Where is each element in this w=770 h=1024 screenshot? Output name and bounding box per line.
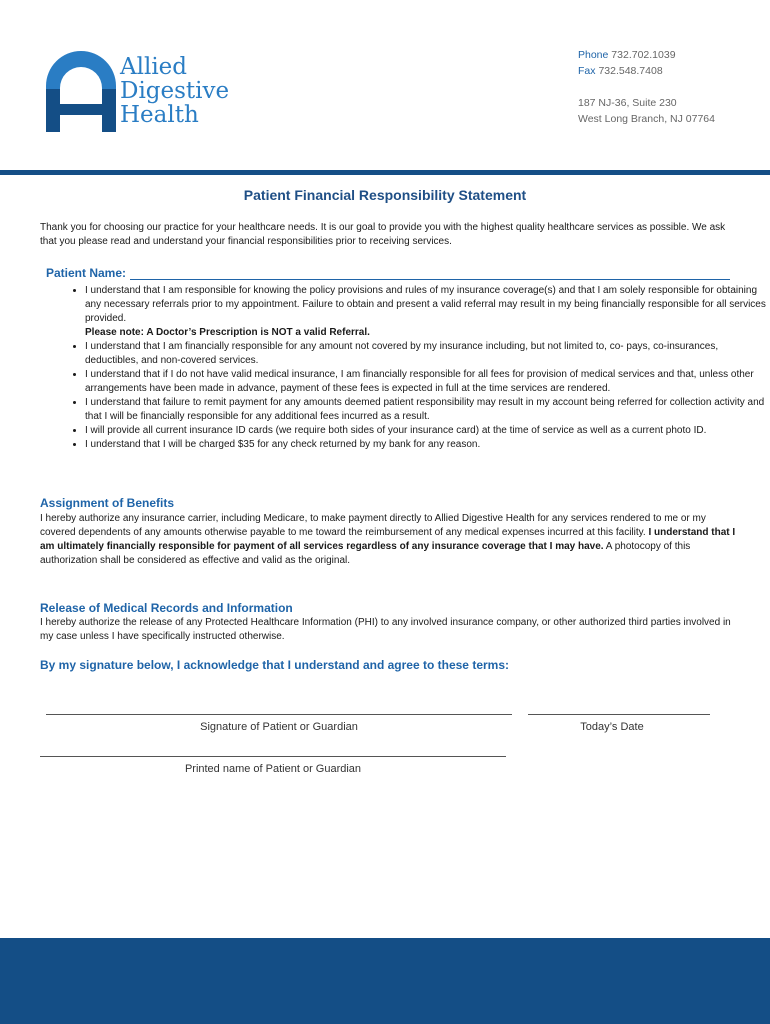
list-item: • I understand that I am financially responsible for any amount not covered by my insurance including, but not limited to, co- pays, co-insurances, deductibles, and non-covered services. xyxy=(85,340,769,368)
contact-block xyxy=(578,47,715,127)
patient-name-label: Patient Name: xyxy=(46,266,127,280)
intro-paragraph: Thank you for choosing our practice for your healthcare needs. It is our goal to provide you with the highest quality healthcare services as possible. We ask that you please read and understand your financial responsibilities prior to receiving services. xyxy=(40,222,726,247)
address-line-2: West Long Branch, NJ 07764 xyxy=(578,113,715,125)
assignment-bold-text: I understand that I am ultimately financially responsible for payment of all services regardless of any insurance coverage that I may have. xyxy=(40,527,736,552)
date-line[interactable] xyxy=(528,714,710,715)
release-paragraph: I hereby authorize the release of any Protected Healthcare Information (PHI) to any involved insurance company, or other authorized third parties involved in my case unless I have specifically instructed otherwise. xyxy=(40,617,731,642)
logo-line-1: Allied xyxy=(120,54,188,80)
release-heading: Release of Medical Records and Information xyxy=(40,601,293,615)
list-item xyxy=(85,284,769,340)
fax-label: Fax xyxy=(578,65,596,77)
list-item: • I understand that if I do not have valid medical insurance, I am financially responsible for all fees for provision of medical services and that, unless other arrangements have been made in advance, payment of these fees is expected in full at the time services are rendered. xyxy=(85,368,769,396)
list-item-text: I understand that I am responsible for knowing the policy provisions and rules of my insurance coverage(s) and that I am solely responsible for obtaining any necessary referrals prior to my appointment. Failure to obtain and present a valid referral may result in my being financially responsible for all services provided. xyxy=(85,285,766,324)
footer-bar xyxy=(0,938,770,1024)
phone-number: 732.702.1039 xyxy=(611,49,676,61)
acknowledgement-text: By my signature below, I acknowledge that I understand and agree to these terms: xyxy=(40,658,509,672)
phone-label: Phone xyxy=(578,49,609,61)
phone-row xyxy=(578,47,715,63)
header-divider xyxy=(0,170,770,175)
referral-note: Please note: A Doctor’s Prescription is NOT a valid Referral. xyxy=(85,327,370,338)
fax-row xyxy=(578,63,715,79)
signature-line[interactable] xyxy=(46,714,512,715)
address-line-1: 187 NJ-36, Suite 230 xyxy=(578,97,677,109)
assignment-heading: Assignment of Benefits xyxy=(40,496,175,510)
page-title: Patient Financial Responsibility Statement xyxy=(243,187,527,203)
assignment-text-end: A photocopy of this authorization shall be considered as effective and valid as the original. xyxy=(40,541,691,566)
printed-name-line[interactable] xyxy=(40,756,506,757)
list-item: • I understand that I will be charged $35 for any check returned by my bank for any reason. xyxy=(85,438,769,452)
patient-name-field[interactable] xyxy=(130,268,730,280)
date-label: Today’s Date xyxy=(580,721,644,733)
printed-name-label: Printed name of Patient or Guardian xyxy=(184,763,362,775)
list-item: • I understand that failure to remit payment for any amounts deemed patient responsibility may result in my account being referred for collection activity and that I will be financially responsible for any additional fees incurred as a result. xyxy=(85,396,769,424)
logo-icon xyxy=(44,46,118,137)
patient-name-row xyxy=(46,266,730,280)
list-item: • I will provide all current insurance ID cards (we require both sides of your insurance card) at the time of service as well as a current photo ID. xyxy=(85,424,769,438)
logo-line-3: Health xyxy=(120,102,199,128)
logo-wordmark xyxy=(120,55,229,127)
fax-number: 732.548.7408 xyxy=(598,65,663,77)
signature-label: Signature of Patient or Guardian xyxy=(200,721,358,733)
assignment-text: I hereby authorize any insurance carrier, including Medicare, to make payment directly to Allied Digestive Health for any services rendered to me or my covered dependents of any amounts otherwise payable to me toward the reimbursement of any medical expenses incurred at this facility. xyxy=(40,513,706,538)
assignment-paragraph xyxy=(40,512,740,568)
responsibility-list xyxy=(56,284,769,452)
logo-line-2: Digestive xyxy=(120,78,230,104)
